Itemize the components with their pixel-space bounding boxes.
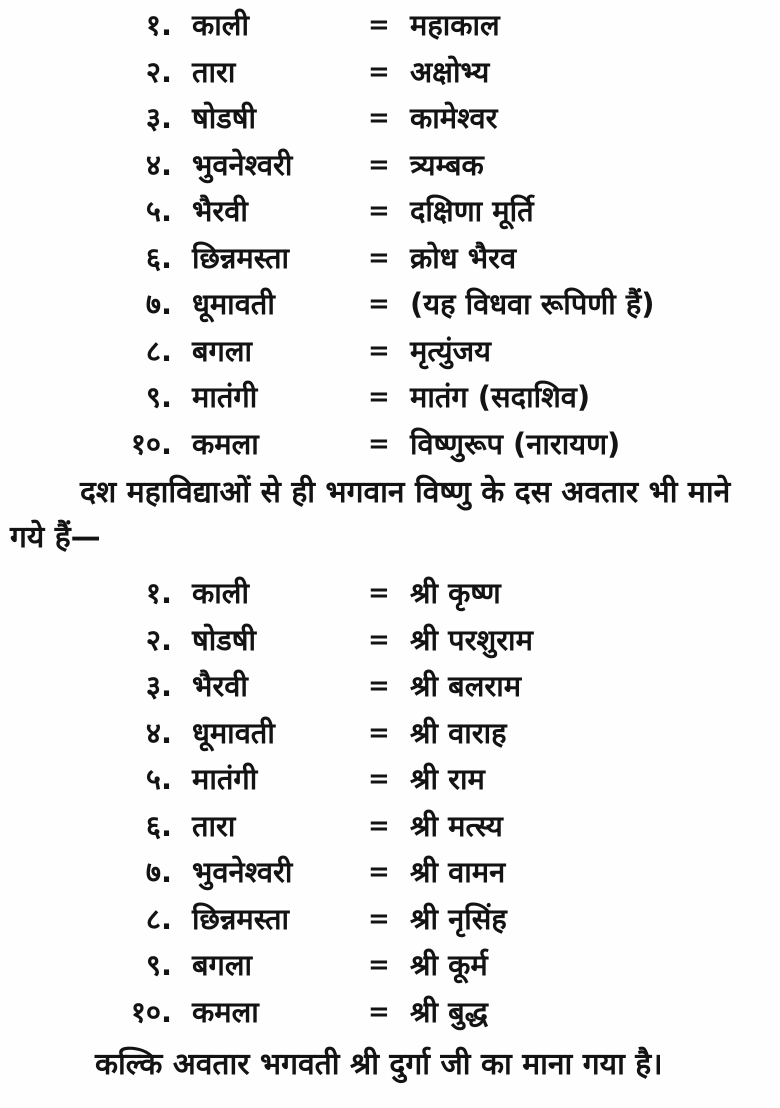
goddess-name: कमला: [192, 994, 259, 1029]
list-row: [0, 188, 780, 235]
goddess-name: भैरवी: [192, 194, 248, 228]
mapped-name: श्री वामन: [410, 855, 506, 889]
row-number: ५.: [145, 762, 172, 796]
row-number: ८.: [145, 901, 172, 936]
mahavidya-shiva-list: [0, 2, 780, 467]
equals-sign: =: [368, 335, 390, 366]
mapped-name: कामेश्वर: [410, 101, 498, 135]
row-number: ९.: [145, 380, 172, 414]
mapped-name: श्री बलराम: [410, 669, 522, 703]
mapped-name: श्री राम: [410, 762, 485, 796]
goddess-name: तारा: [192, 808, 236, 843]
goddess-name: तारा: [192, 54, 236, 89]
list-row: [0, 570, 780, 617]
list-row: [0, 663, 780, 710]
list-row: [0, 49, 780, 96]
goddess-name: मातंगी: [192, 380, 258, 414]
mapped-name: विष्णुरूप (नारायण): [410, 426, 621, 461]
row-number: ७.: [145, 855, 172, 889]
row-number: ८.: [145, 333, 172, 368]
mapped-name: श्री कूर्म: [410, 948, 488, 982]
row-number: १०.: [130, 426, 172, 461]
row-number: १०.: [130, 994, 172, 1029]
intro-paragraph: [0, 470, 780, 560]
list-row: [0, 617, 780, 664]
list-row: [0, 421, 780, 468]
goddess-name: छिन्नमस्ता: [192, 901, 290, 936]
equals-sign: =: [368, 624, 390, 655]
row-number: ६.: [145, 808, 172, 843]
list-row: [0, 756, 780, 803]
list-row: [0, 942, 780, 989]
list-row: [0, 235, 780, 282]
goddess-name: काली: [192, 8, 249, 42]
row-number: ९.: [145, 948, 172, 982]
mahavidya-vishnu-avatar-list: [0, 570, 780, 1035]
goddess-name: षोडषी: [192, 101, 257, 135]
equals-sign: =: [368, 242, 390, 273]
goddess-name: छिन्नमस्ता: [192, 240, 290, 275]
mapped-name: क्रोध भैरव: [410, 240, 517, 275]
mapped-name: मातंग (सदाशिव): [410, 380, 591, 414]
list-row: [0, 142, 780, 189]
mapped-name: श्री कृष्ण: [410, 576, 501, 610]
equals-sign: =: [368, 950, 390, 980]
row-number: १.: [145, 576, 172, 610]
goddess-name: षोडषी: [192, 622, 257, 657]
equals-sign: =: [368, 428, 390, 459]
equals-sign: =: [368, 671, 390, 701]
mapped-name: (यह विधवा रूपिणी हैं): [410, 287, 655, 321]
list-row: [0, 95, 780, 142]
row-number: २.: [145, 622, 172, 657]
goddess-name: भुवनेश्वरी: [192, 147, 293, 182]
equals-sign: =: [368, 903, 390, 934]
list-row: [0, 989, 780, 1036]
row-number: ५.: [145, 194, 172, 228]
equals-sign: =: [368, 196, 390, 226]
goddess-name: बगला: [192, 948, 253, 982]
mapped-name: श्री नृसिंह: [410, 901, 507, 936]
goddess-name: कमला: [192, 426, 259, 461]
equals-sign: =: [368, 764, 390, 794]
row-number: २.: [145, 54, 172, 89]
equals-sign: =: [368, 578, 390, 608]
mapped-name: श्री बुद्ध: [410, 994, 488, 1029]
goddess-name: धूमावती: [192, 715, 275, 750]
equals-sign: =: [368, 56, 390, 87]
paragraph-line-1: दश महाविद्याओं से ही भगवान विष्णु के दस अवतार भी माने: [80, 475, 731, 510]
list-row: [0, 374, 780, 421]
goddess-name: भुवनेश्वरी: [192, 855, 293, 889]
mapped-name: मृत्युंजय: [410, 333, 491, 368]
goddess-name: धूमावती: [192, 287, 275, 321]
equals-sign: =: [368, 857, 390, 887]
row-number: ६.: [145, 240, 172, 275]
row-number: ३.: [145, 669, 172, 703]
mapped-name: महाकाल: [410, 8, 500, 42]
list-row: [0, 849, 780, 896]
equals-sign: =: [368, 382, 390, 412]
goddess-name: मातंगी: [192, 762, 258, 796]
equals-sign: =: [368, 149, 390, 180]
row-number: ७.: [145, 287, 172, 321]
equals-sign: =: [368, 996, 390, 1027]
list-row: [0, 803, 780, 850]
mapped-name: अक्षोभ्य: [410, 54, 490, 89]
mapped-name: श्री मत्स्य: [410, 808, 503, 843]
mapped-name: श्री परशुराम: [410, 622, 533, 657]
row-number: ३.: [145, 101, 172, 135]
list-row: [0, 710, 780, 757]
list-row: [0, 328, 780, 375]
goddess-name: काली: [192, 576, 249, 610]
equals-sign: =: [368, 810, 390, 841]
row-number: ४.: [145, 147, 172, 182]
equals-sign: =: [368, 10, 390, 40]
list-row: [0, 2, 780, 49]
equals-sign: =: [368, 103, 390, 133]
goddess-name: बगला: [192, 333, 253, 368]
equals-sign: =: [368, 289, 390, 319]
row-number: ४.: [145, 715, 172, 750]
paragraph-line-2: गये हैं—: [10, 520, 101, 555]
mapped-name: त्र्यम्बक: [410, 147, 484, 182]
list-row: [0, 896, 780, 943]
closing-sentence: कल्कि अवतार भगवती श्री दुर्गा जी का माना गया है।: [95, 1047, 663, 1082]
equals-sign: =: [368, 717, 390, 748]
list-row: [0, 281, 780, 328]
goddess-name: भैरवी: [192, 669, 248, 703]
mapped-name: दक्षिणा मूर्ति: [410, 194, 534, 228]
mapped-name: श्री वाराह: [410, 715, 507, 750]
row-number: १.: [145, 8, 172, 42]
